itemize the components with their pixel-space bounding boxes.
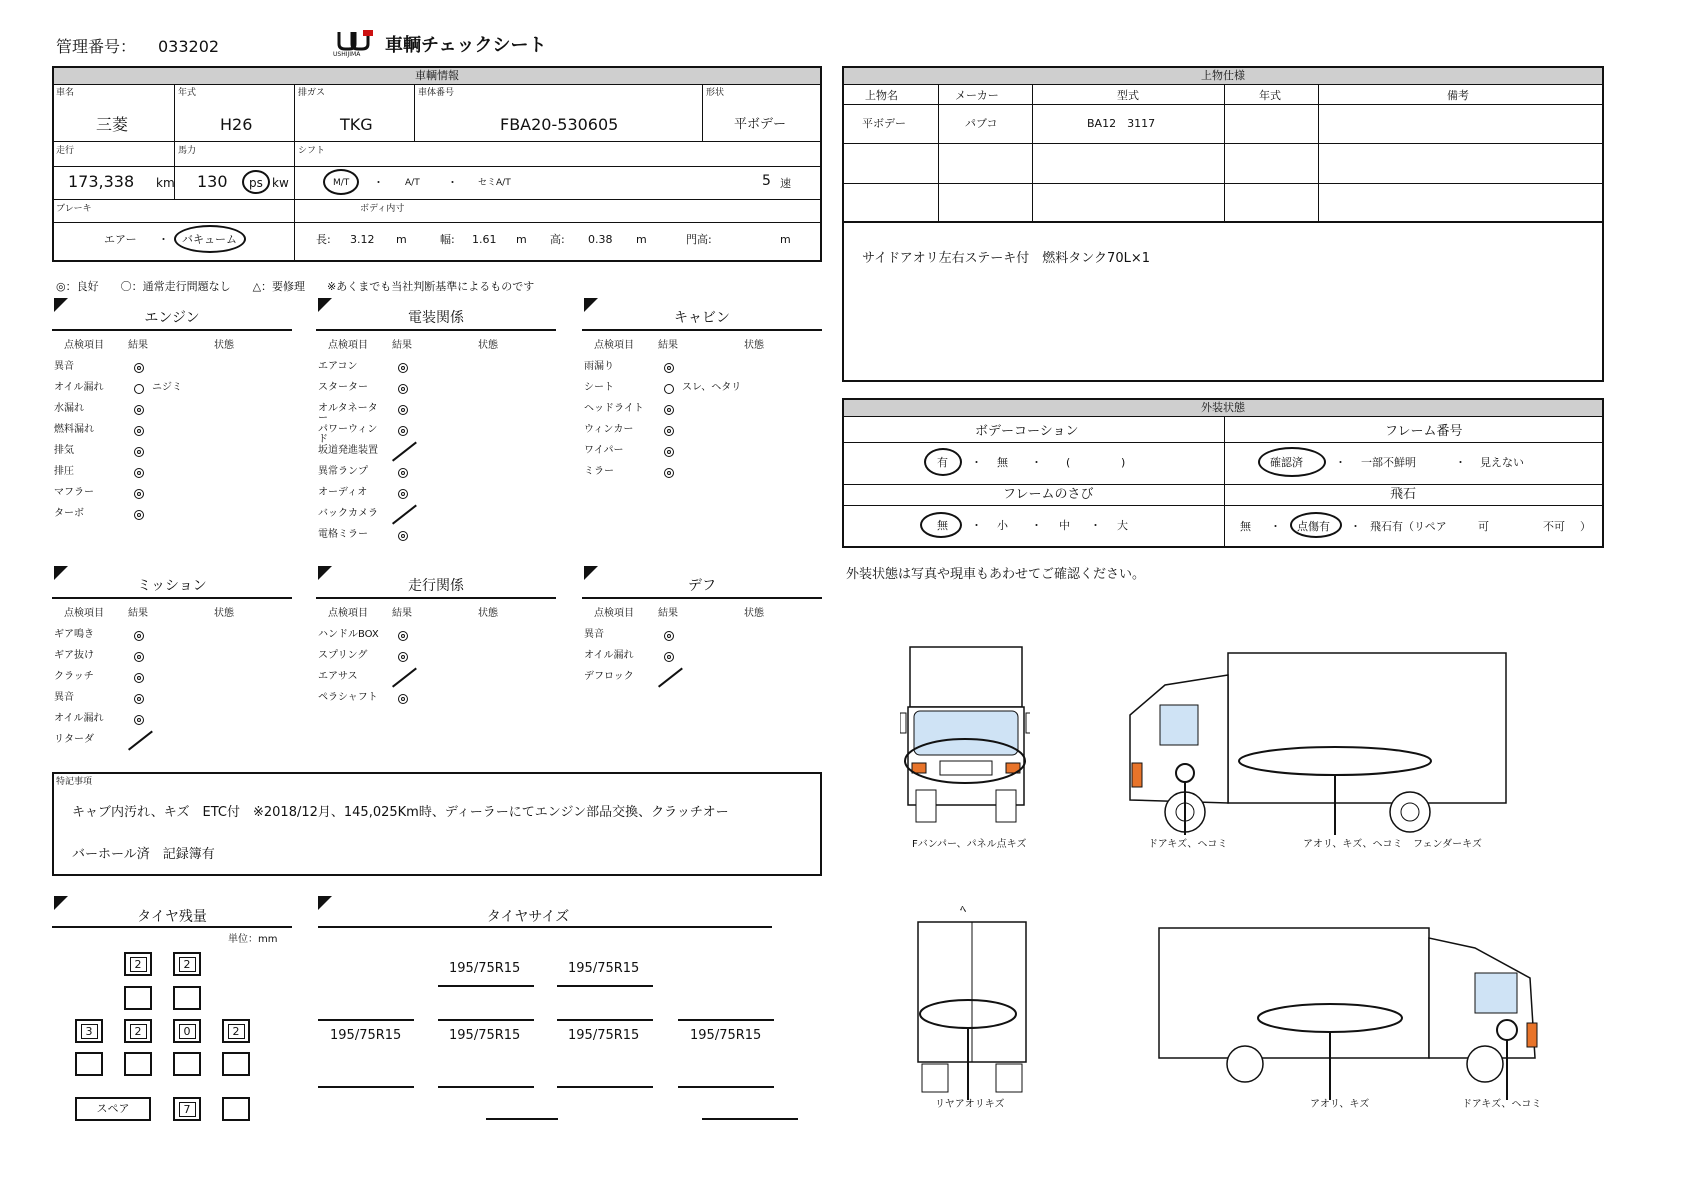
label-mileage: 走行	[56, 146, 75, 156]
special-label: 特記事項	[56, 777, 93, 787]
engine-result-good-icon	[134, 510, 144, 520]
ushijima-logo	[333, 30, 379, 58]
truck-front-diagram	[900, 645, 1030, 840]
electric-col-result: 結果	[392, 340, 412, 351]
mgmt-label: 管理番号：	[56, 37, 137, 56]
separator-dot: ・	[1090, 519, 1101, 532]
label-emission: 排ガス	[298, 88, 326, 98]
rust-label: フレームのさび	[1003, 487, 1094, 502]
engine-col-state: 状態	[214, 340, 234, 351]
tire-front-right-inner	[173, 986, 201, 1010]
separator-dot: ・	[447, 176, 458, 189]
mission-col-result: 結果	[128, 608, 148, 619]
mission-item-label: クラッチ	[54, 671, 94, 682]
electric-result-good-icon	[398, 489, 408, 499]
electric-item-label: バックカメラ	[318, 508, 378, 519]
tire-front-left	[124, 952, 152, 976]
separator-dot: ・	[1031, 519, 1042, 532]
drive-col-result: 結果	[392, 608, 412, 619]
side2-label: アオリ、キズ、ヘコミ	[1303, 839, 1403, 850]
diff-rule	[582, 597, 822, 599]
drive-title: 走行関係	[408, 578, 464, 594]
rust-opt-large: 大	[1117, 519, 1128, 532]
electric-result-good-icon	[398, 384, 408, 394]
electric-result-good-icon	[398, 468, 408, 478]
mission-item-label: リターダ	[54, 734, 94, 745]
separator-dot: ・	[1455, 456, 1466, 469]
cabin-rule	[582, 329, 822, 331]
upper-col-maker: メーカー	[955, 89, 999, 102]
tire-spare-value: 7	[179, 1102, 196, 1117]
upper-col-name: 上物名	[865, 89, 898, 102]
engine-item-label: 排気	[54, 445, 74, 456]
tire-rear-2-value: 2	[130, 1024, 147, 1039]
engine-result-good-icon	[134, 468, 144, 478]
engine-item-label: ターボ	[54, 508, 84, 519]
tire-rear-1	[75, 1019, 103, 1043]
cabin-title: キャビン	[674, 310, 730, 326]
coat-opt-paren-open: (	[1066, 456, 1071, 469]
engine-item-label: 水漏れ	[54, 403, 84, 414]
label-hp: 馬力	[178, 146, 197, 156]
stone-opt-none: 無	[1240, 520, 1251, 533]
label-shift: シフト	[298, 146, 326, 156]
shift-mt: M/T	[333, 178, 350, 188]
drive-result-good-icon	[398, 631, 408, 641]
result-legend: ◎：良好 〇：通常走行問題なし △：要修理 ※あくまでも当社判断基準によるものです	[56, 280, 535, 293]
side1-label: ドアキズ、ヘコミ	[1148, 839, 1228, 850]
electric-col-state: 状態	[478, 340, 498, 351]
cabin-result-good-icon	[664, 426, 674, 436]
cabin-item-label: ワイパー	[584, 445, 624, 456]
value-chassis: FBA20-530605	[500, 115, 619, 134]
front-damage-label: Fバンパー、パネル点キズ	[912, 839, 1027, 850]
unit-m: m	[780, 233, 791, 246]
value-speeds: 5	[762, 173, 771, 189]
diff-item-label: オイル漏れ	[584, 650, 634, 661]
tire-unit: 単位：mm	[228, 934, 278, 945]
diff-col-result: 結果	[658, 608, 678, 619]
mission-item-label: オイル漏れ	[54, 713, 104, 724]
brake-air: エアー	[104, 233, 137, 246]
label-maker: 車名	[56, 88, 75, 98]
tire-front-left-inner	[124, 986, 152, 1010]
value-hp: 130	[197, 172, 228, 191]
coat-opt-paren-close: )	[1110, 456, 1126, 469]
side5-label: ドアキズ、ヘコミ	[1462, 1099, 1542, 1110]
cabin-item-label: ミラー	[584, 466, 614, 477]
diff-item-label: 異音	[584, 629, 604, 640]
electric-result-na-slash	[392, 442, 417, 462]
drive-item-label: ハンドルBOX	[318, 629, 379, 640]
special-line1: キャブ内汚れ、キズ ETC付 ※2018/12月、145,025Km時、ディーラーにてエンジン部品交換、クラッチオー	[72, 805, 729, 820]
cabin-col-item: 点検項目	[594, 340, 634, 351]
exterior-header: 外装状態	[844, 400, 1602, 417]
stone-opt-repair: 飛石有（リペア	[1370, 520, 1447, 533]
frame-no-label: フレーム番号	[1385, 424, 1463, 439]
label-body-inner: ボディ内寸	[360, 204, 405, 214]
stone-opt-possible: 可	[1478, 520, 1489, 533]
engine-item-label: オイル漏れ	[54, 382, 104, 393]
drive-col-state: 状態	[478, 608, 498, 619]
tire-size-front-left: 195/75R15	[449, 961, 521, 976]
electric-result-good-icon	[398, 363, 408, 373]
mission-result-good-icon	[134, 673, 144, 683]
drive-col-item: 点検項目	[328, 608, 368, 619]
upper-spec-header: 上物仕様	[844, 68, 1602, 85]
drive-rule	[316, 597, 556, 599]
mission-result-good-icon	[134, 652, 144, 662]
electric-item-label: オーディオ	[318, 487, 368, 498]
stone-label: 飛石	[1390, 487, 1417, 502]
ps-circle	[242, 170, 270, 194]
stone-opt-impossible: 不可	[1543, 520, 1565, 533]
vacuum-circle	[174, 225, 246, 253]
drive-item-label: エアサス	[318, 671, 358, 682]
tire-front-right-value: 2	[179, 957, 196, 972]
diff-item-label: デフロック	[584, 671, 634, 682]
upper-value-maker: パブコ	[965, 117, 998, 130]
engine-item-label: 燃料漏れ	[54, 424, 94, 435]
cabin-item-label: ヘッドライト	[584, 403, 644, 414]
tire-rear-inner-3	[173, 1052, 201, 1076]
upper-value-model: BA12 3117	[1087, 117, 1156, 130]
cabin-item-label: 雨漏り	[584, 361, 614, 372]
tire-front-left-value: 2	[130, 957, 147, 972]
cabin-result-good-icon	[664, 447, 674, 457]
electric-col-item: 点検項目	[328, 340, 368, 351]
separator-dot: ・	[971, 519, 982, 532]
engine-result-ok-icon	[134, 384, 144, 394]
engine-col-result: 結果	[128, 340, 148, 351]
frame-confirmed-circle	[1258, 447, 1326, 477]
engine-result-good-icon	[134, 363, 144, 373]
electric-result-good-icon	[398, 426, 408, 436]
cabin-result-good-icon	[664, 363, 674, 373]
tire-spare-extra	[222, 1097, 250, 1121]
electric-item-label: 電格ミラー	[318, 529, 368, 540]
frame-opt-not-visible: 見えない	[1480, 456, 1524, 469]
engine-item-label: 排圧	[54, 466, 74, 477]
frame-opt-unclear: 一部不鮮明	[1361, 456, 1416, 469]
mission-result-good-icon	[134, 631, 144, 641]
value-year: H26	[220, 115, 253, 134]
upper-spec-box	[842, 66, 1604, 382]
tire-rear-inner-4	[222, 1052, 250, 1076]
engine-col-item: 点検項目	[64, 340, 104, 351]
truck-rear-diagram	[912, 918, 1032, 1102]
unit-m: m	[516, 233, 527, 246]
electric-result-good-icon	[398, 405, 408, 415]
cabin-item-state: スレ、ヘタリ	[682, 382, 742, 393]
drive-result-good-icon	[398, 652, 408, 662]
brake-vacuum: バキューム	[182, 233, 237, 246]
length-value: 3.12	[350, 233, 375, 246]
shift-semi: セミA/T	[478, 178, 511, 188]
body-coat-label: ボデーコーション	[975, 424, 1079, 439]
upper-col-year: 年式	[1259, 89, 1281, 102]
tire-rear-3	[173, 1019, 201, 1043]
frame-opt-confirmed: 確認済	[1270, 456, 1303, 469]
value-emission: TKG	[340, 115, 373, 134]
cabin-result-ok-icon	[664, 384, 674, 394]
engine-item-label: マフラー	[54, 487, 94, 498]
separator-dot: ・	[1350, 520, 1361, 533]
mission-result-good-icon	[134, 694, 144, 704]
drive-item-label: スプリング	[318, 650, 368, 661]
value-maker: 三菱	[96, 115, 129, 134]
unit-m: m	[636, 233, 647, 246]
shift-at: A/T	[405, 178, 420, 188]
drive-result-na-slash	[392, 668, 417, 688]
rear-damage-label: リヤアオリキズ	[935, 1099, 1005, 1110]
side4-label: アオリ、キズ	[1310, 1099, 1370, 1110]
upper-col-model: 型式	[1117, 89, 1139, 102]
diff-col-state: 状態	[744, 608, 764, 619]
stone-opt-chip: 点傷有	[1297, 520, 1330, 533]
electric-item-label: 異常ランプ	[318, 466, 368, 477]
tire-size-rear-3: 195/75R15	[568, 1028, 640, 1043]
separator-dot: ・	[1031, 456, 1042, 469]
separator-dot: ・	[158, 233, 169, 246]
engine-result-good-icon	[134, 426, 144, 436]
mission-item-label: 異音	[54, 692, 74, 703]
engine-result-good-icon	[134, 405, 144, 415]
mission-col-state: 状態	[214, 608, 234, 619]
tire-rear-2	[124, 1019, 152, 1043]
mission-result-na-slash	[128, 731, 153, 751]
value-mileage: 173,338	[68, 172, 135, 191]
cabin-item-label: ウィンカー	[584, 424, 634, 435]
truck-side-diagram-1	[1110, 645, 1510, 840]
tire-size-rear-1: 195/75R15	[330, 1028, 402, 1043]
engine-rule	[52, 329, 292, 331]
tire-size-rear-4: 195/75R15	[690, 1028, 762, 1043]
sheet-title: 車輌チェックシート	[385, 35, 547, 56]
unit-speed: 速	[780, 177, 791, 190]
electric-item-label: 坂道発進装置	[318, 445, 378, 456]
height-value: 0.38	[588, 233, 613, 246]
unit-kw: kw	[272, 176, 289, 190]
drive-item-label: ペラシャフト	[318, 692, 378, 703]
cabin-item-label: シート	[584, 382, 614, 393]
value-shape: 平ボデー	[734, 117, 787, 132]
tire-rear-4	[222, 1019, 250, 1043]
vehicle-info-header: 車輌情報	[54, 68, 820, 85]
mission-result-good-icon	[134, 715, 144, 725]
engine-result-good-icon	[134, 447, 144, 457]
tire-rear-3-value: 0	[179, 1024, 196, 1039]
width-value: 1.61	[472, 233, 497, 246]
stone-opt-paren-close: ）	[1580, 520, 1591, 533]
truck-side-diagram-2	[1155, 918, 1545, 1102]
tire-size-rear-2: 195/75R15	[449, 1028, 521, 1043]
tire-rear-inner-2	[124, 1052, 152, 1076]
coat-yes-circle	[924, 448, 962, 476]
tire-spare	[173, 1097, 201, 1121]
rear-mark: ﾍ	[960, 902, 967, 916]
tire-rear-inner-1	[75, 1052, 103, 1076]
coat-opt-no: 無	[997, 456, 1008, 469]
exterior-note: 外装状態は写真や現車もあわせてご確認ください。	[846, 567, 1146, 582]
electric-item-label: パワーウィンド	[318, 424, 378, 445]
mt-circle	[323, 169, 359, 195]
side3-label: フェンダーキズ	[1413, 839, 1482, 850]
diff-result-na-slash	[658, 668, 683, 688]
height-label: 高:	[550, 233, 565, 246]
width-label: 幅:	[440, 233, 455, 246]
rust-opt-small: 小	[997, 519, 1008, 532]
engine-item-label: 異音	[54, 361, 74, 372]
stone-chip-circle	[1290, 512, 1342, 538]
upper-note: サイドアオリ左右ステーキ付 燃料タンク70L×1	[862, 251, 1150, 266]
mgmt-number: 033202	[158, 37, 220, 56]
rust-none-circle	[920, 512, 962, 538]
diff-title: デフ	[688, 578, 716, 594]
rust-opt-medium: 中	[1059, 519, 1070, 532]
rust-opt-none: 無	[937, 519, 948, 532]
electric-rule	[316, 329, 556, 331]
electric-result-na-slash	[392, 505, 417, 525]
separator-dot: ・	[1270, 520, 1281, 533]
unit-m: m	[396, 233, 407, 246]
gate-height-label: 門高:	[686, 233, 712, 246]
electric-result-good-icon	[398, 531, 408, 541]
drive-result-good-icon	[398, 694, 408, 704]
electric-item-label: エアコン	[318, 361, 358, 372]
special-line2: バーホール済 記録簿有	[72, 847, 215, 862]
coat-opt-yes: 有	[937, 456, 948, 469]
upper-col-notes: 備考	[1447, 89, 1469, 102]
tire-rear-4-value: 2	[228, 1024, 245, 1039]
tire-rear-1-value: 3	[81, 1024, 98, 1039]
mission-col-item: 点検項目	[64, 608, 104, 619]
separator-dot: ・	[1335, 456, 1346, 469]
diff-col-item: 点検項目	[594, 608, 634, 619]
cabin-result-good-icon	[664, 405, 674, 415]
diff-result-good-icon	[664, 631, 674, 641]
tire-front-right	[173, 952, 201, 976]
cabin-result-good-icon	[664, 468, 674, 478]
engine-result-good-icon	[134, 489, 144, 499]
label-chassis: 車体番号	[418, 88, 455, 98]
diff-result-good-icon	[664, 652, 674, 662]
separator-dot: ・	[373, 176, 384, 189]
label-year: 年式	[178, 88, 197, 98]
electric-title: 電装関係	[408, 310, 464, 326]
tire-size-front-right: 195/75R15	[568, 961, 640, 976]
cabin-col-state: 状態	[744, 340, 764, 351]
label-shape: 形状	[706, 88, 725, 98]
separator-dot: ・	[971, 456, 982, 469]
tire-size-title: タイヤサイズ	[486, 909, 570, 925]
mission-item-label: ギア抜け	[54, 650, 94, 661]
unit-km: km	[156, 176, 175, 190]
electric-item-label: スターター	[318, 382, 368, 393]
upper-value-name: 平ボデー	[862, 117, 906, 130]
length-label: 長:	[316, 233, 331, 246]
engine-title: エンジン	[144, 310, 200, 326]
logo-text: USHIJIMA	[333, 51, 361, 58]
tire-remain-title: タイヤ残量	[137, 909, 207, 925]
electric-item-label: オルタネーター	[318, 403, 378, 424]
engine-item-state: ニジミ	[152, 382, 182, 393]
label-brake: ブレーキ	[56, 204, 92, 214]
spare-label: スペア	[75, 1097, 151, 1121]
mission-rule	[52, 597, 292, 599]
mission-item-label: ギア鳴き	[54, 629, 94, 640]
mission-title: ミッション	[137, 578, 207, 594]
unit-ps: ps	[249, 176, 263, 190]
cabin-col-result: 結果	[658, 340, 678, 351]
